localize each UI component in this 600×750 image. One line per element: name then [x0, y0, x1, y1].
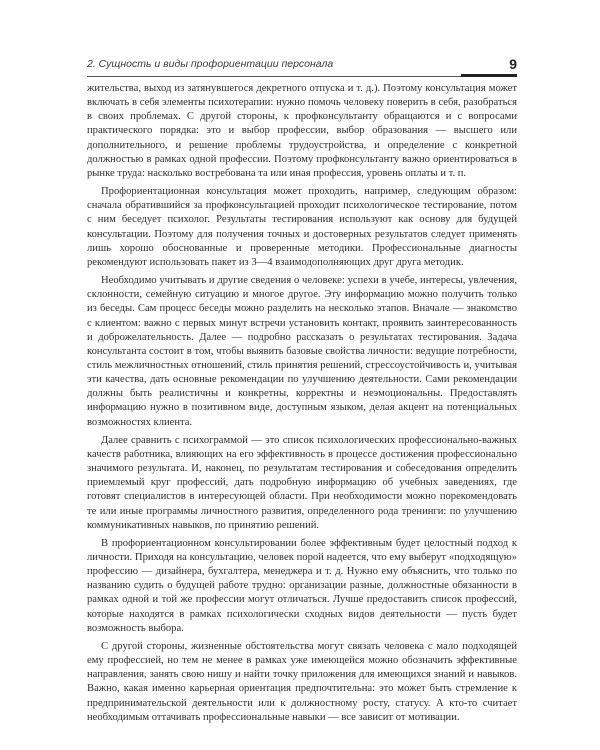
paragraph-2: Профориентационная консультация может проходить, например, следующим образом: сначала обратившийся за профконсультацией проходит психологическое тестирование, потом с ним беседует психолог. Результаты тестирования используют как основу для будущей консультации. Поэтому для получения точных и достоверных результатов следует применять лишь хорошо обоснованные и проверенные методики. Профессиональные диагносты рекомендуют использовать пакет из 3—4 взаимодополняющих друг друга методик.: [87, 186, 517, 268]
paragraph-5: В профориентационном консультировании более эффективным будет целостный подход к личности. Приходя на консультацию, человек порой надеется, что ему выберут «подходящую» профессию — дизайнера, бухгалтера, менеджера и т. д. Нужно ему объяснить, что только по названию судить о будущей работе трудно: организации разные, должностные обязанности в рамках одной и той же профессии могут отличаться. Лучше предоставить список профессий, которые находятся в рамках психологически сходных видов деятельности — пусть будет возможность выбора.: [87, 537, 517, 634]
paragraph-4: Далее сравнить с психограммой — это список психологических профессионально-важных качеств работника, влияющих на его эффективность в процессе достижения профессионально значимого результата. И, наконец, по результатам тестирования и собеседования определить приемлемый круг профессий, дать подробную информацию об учебных заведениях, где готовят специалистов в интересующей области. При необходимости можно порекомендовать те или иные программы личностного развития, определенного рода тренинги: по улучшению коммуникативных навыков, по принятию решений.: [87, 434, 517, 531]
running-title: 2. Сущность и виды профориентации персонала: [87, 58, 334, 70]
header-rule-accent: [461, 74, 517, 77]
running-header: [87, 56, 517, 76]
page-number: 9: [509, 56, 517, 72]
body-text: [87, 82, 517, 729]
paragraph-6: С другой стороны, жизненные обстоятельства могут связать человека с мало подходящей ему профессией, но тем не менее в рамках уже имеющейся можно обозначить эффективные направления, занять свою нишу и найти точку приложения для имеющихся знаний и навыков. Важно, какая именно карьерная ориентация предпочтительна: это может быть стремление к предпринимательской деятельности или к должностному росту, статусу. А кто-то считает необходимым оттачивать профессиональные навыки — все зависит от мотивации.: [87, 640, 517, 723]
paragraph-1: жительства, выход из затянувшегося декретного отпуска и т. д.). Поэтому консультация может включать в себя элементы психотерапии: нужно помочь человеку поверить в себя, разобраться в своих проблемах. С другой стороны, к профконсультанту обращаются и с вопросами практического порядка: это и выбор профессии, выбор образования — высшего или дополнительного, и решение проблемы трудоустройства, и определение с конкретной должностью в рамках одной профессии. Поэтому профконсультанту важно ориентироваться в рынке труда: насколько востребована та или иная профессия, уровень оплаты и т. п.: [87, 83, 517, 179]
paragraph-3: Необходимо учитывать и другие сведения о человеке: успехи в учебе, интересы, увлечения, склонности, семейную ситуацию и многое другое. Эту информацию можно получить только из беседы. Сам процесс беседы можно разделить на несколько этапов. Вначале — знакомство с клиентом: важно с первых минут встречи установить контакт, проявить заинтересованность и доброжелательность. Далее — подробно рассказать о результатах тестирования. Задача консультанта состоит в том, чтобы выявить базовые свойства личности: ведущие потребности, стиль межличностных отношений, стиль принятия решений, стрессоустойчивость и, учитывая эти качества, дать основные рекомендации по улучшению деятельности. Сами рекомендации должны быть реалистичны и конкретны, корректны и неэмоциональны. Предоставлять информацию нужно в позитивном виде, доступным языком, делая акцент на потенциальных возможностях клиента.: [87, 275, 517, 428]
header-rule: [87, 76, 461, 77]
